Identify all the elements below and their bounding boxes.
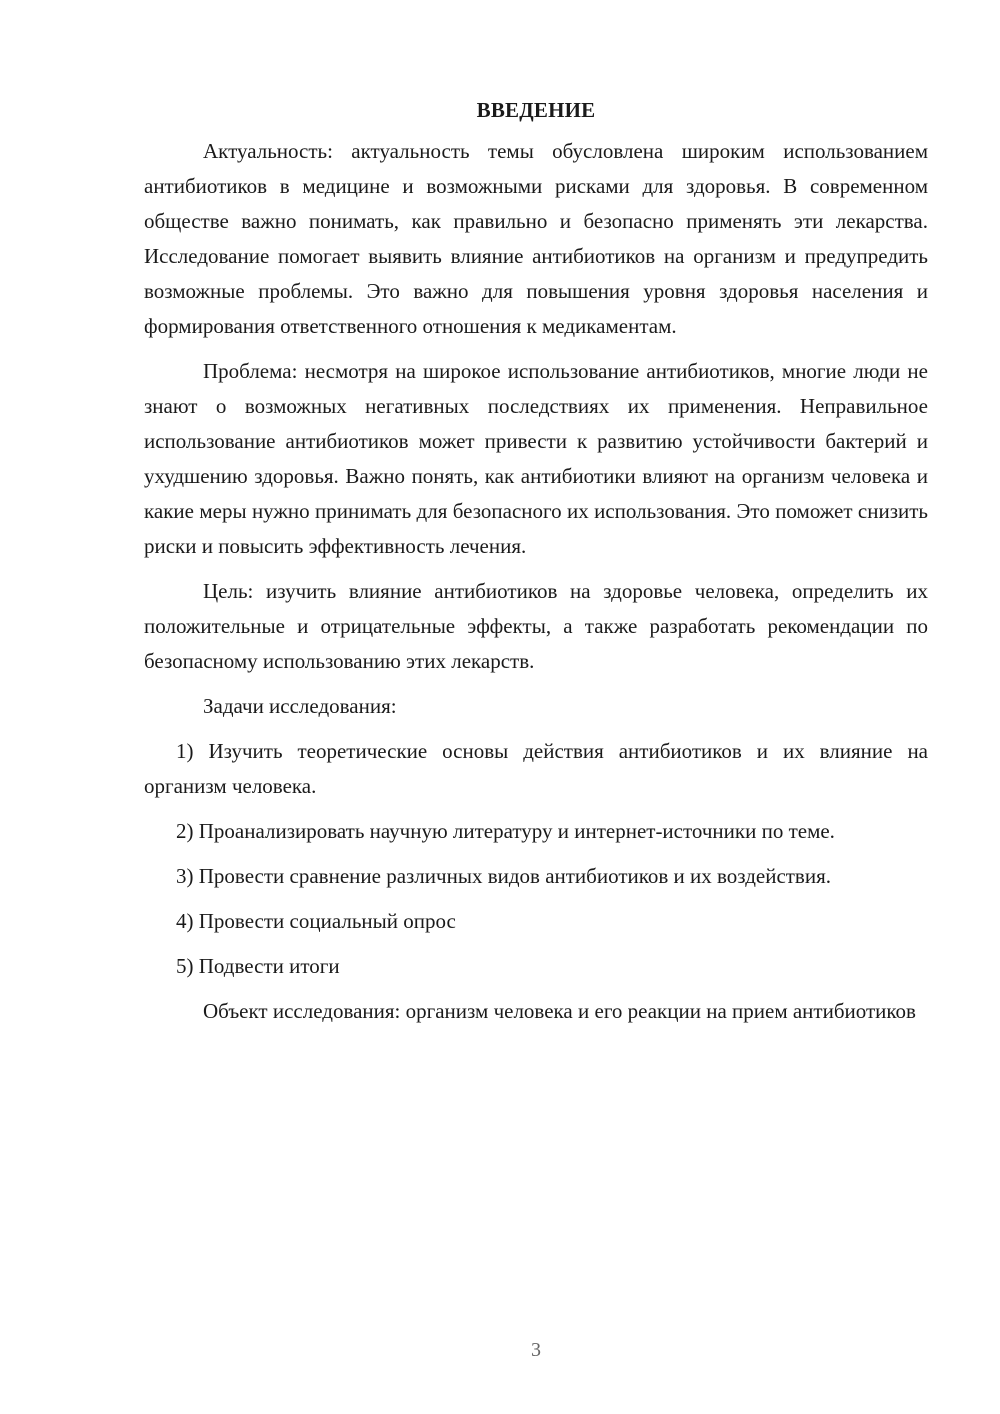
- task-item-5: 5) Подвести итоги: [176, 954, 340, 978]
- section-title: ВВЕДЕНИЕ: [476, 98, 596, 122]
- object-paragraph: Объект исследования: организм человека и его реакции на прием антибиотиков: [203, 999, 916, 1023]
- task-item-3: 3) Провести сравнение различных видов антибиотиков и их воздействия.: [176, 864, 831, 888]
- page-number: 3: [531, 1339, 541, 1361]
- tasks-label: Задачи исследования:: [203, 694, 397, 718]
- relevance-paragraph: Актуальность: актуальность темы обусловлена широким использованием антибиотиков в медицине и возможными рисками для здоровья. В современном обществе важно понимать, как правильно и безопасно применять эти лекарства. Исследование помогает выявить влияние антибиотиков на организм и предупредить возможные проблемы. Это важно для повышения уровня здоровья населения и формирования ответственного отношения к медикаментам.: [144, 139, 928, 338]
- goal-paragraph: Цель: изучить влияние антибиотиков на здоровье человека, определить их положительные и отрицательные эффекты, а также разработать рекомендации по безопасному использованию этих лекарств.: [144, 579, 928, 673]
- task-item-4: 4) Провести социальный опрос: [176, 909, 456, 933]
- task-item-1: 1) Изучить теоретические основы действия антибиотиков и их влияние на организм человека.: [144, 739, 928, 798]
- problem-paragraph: Проблема: несмотря на широкое использование антибиотиков, многие люди не знают о возможных негативных последствиях их применения. Неправильное использование антибиотиков может привести к развитию устойчивости бактерий и ухудшению здоровья. Важно понять, как антибиотики влияют на организм человека и какие меры нужно принимать для безопасного их использования. Это поможет снизить риски и повысить эффективность лечения.: [144, 359, 928, 558]
- task-item-2: 2) Проанализировать научную литературу и интернет-источники по теме.: [176, 819, 835, 843]
- page-content: [144, 93, 928, 1039]
